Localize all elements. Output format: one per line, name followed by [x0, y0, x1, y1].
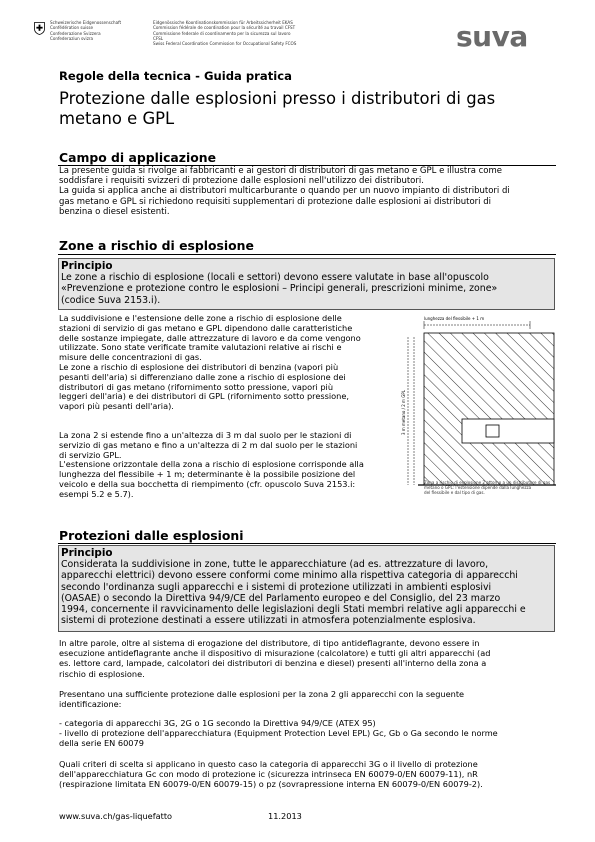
- zone-diagram: [398, 315, 556, 505]
- text-line: - categoria di apparecchi 3G, 2G o 1G secondo la Direttiva 94/9/CE (ATEX 95): [59, 718, 376, 728]
- text-line: L'estensione orizzontale della zona a rischio di esplosione corrisponde alla: [59, 459, 364, 470]
- footer-date: 11.2013: [268, 811, 302, 821]
- text-line: metano e GPL: [59, 109, 175, 128]
- federal-names: [50, 20, 145, 41]
- text-line: distributori di gas metano (rifornimento sotto pressione, vapori più: [59, 381, 334, 392]
- swiss-crest-icon: [34, 22, 45, 35]
- text-line: apparecchi elettrici) devono essere conformi come minimo alla rispettiva categoria di apparecchi: [61, 570, 518, 582]
- text-line: del flessibile e dal tipo di gas.: [424, 490, 485, 495]
- text-line: Confédération suisse: [50, 25, 94, 31]
- protezioni-para-1: [59, 638, 490, 679]
- figure-side-label: 3 m metano / 2 m GPL: [401, 390, 406, 435]
- text-line: Eidgenössische Koordinationskommission für Arbeitssicherheit EKAS: [153, 20, 293, 25]
- text-line: Zona a rischio di esplosione 2 attorno a un distributore di gas: [424, 480, 551, 485]
- text-line: La guida si applica anche ai distributori multicarburante o quando per un nuovo impianto di distributori di: [59, 186, 510, 197]
- footer-url[interactable]: www.suva.ch/gas-liquefatto: [59, 811, 173, 821]
- section-campo-text: [59, 166, 510, 217]
- text-line: stazioni di servizio di gas metano e GPL dipendono dalle caratteristiche: [59, 322, 353, 333]
- text-line: benzina o diesel esistenti.: [59, 206, 170, 217]
- dimension-top: [424, 321, 530, 329]
- text-line: (respirazione limitata EN 60079-0/EN 60079-15) o pz (sovrapressione interna EN 60079-0/EN 60079-2).: [59, 779, 483, 790]
- text-line: gas metano e GPL si richiedono requisiti supplementari di protezione dalle esplosioni ai distributori di: [59, 196, 491, 207]
- text-line: 1994, concernente il ravvicinamento delle legislazioni degli Stati membri relative agli apparecchi e: [61, 604, 526, 616]
- text-line: pesanti dell'aria) si differenziano dalle zone a rischio di esplosione dei: [59, 371, 346, 382]
- text-line: Schweizerische Eidgenossenschaft: [50, 20, 122, 25]
- text-line: rischio di esplosione.: [59, 668, 145, 679]
- text-line: Considerata la suddivisione in zone, tutte le apparecchiature (ad es. attrezzature di lavoro,: [61, 559, 489, 570]
- text-line: esecuzione antideflagrante anche il dispositivo di misurazione (calcolatore) e tutti gli altri apparecchi (ad: [59, 648, 491, 659]
- text-line: metano o GPL: l'estensione dipende dalla lunghezza: [424, 485, 532, 490]
- text-line: Swiss Federal Coordination Commission for Occupational Safety FCOS: [153, 41, 297, 47]
- text-line: «Prevenzione e protezione contro le esplosioni – Principi generali, prescrizioni minime, zone»: [61, 283, 498, 295]
- document-title: [59, 89, 539, 129]
- principio-label: Principio: [61, 260, 113, 272]
- principio-box-protezioni: [58, 545, 555, 632]
- text-line: della serie EN 60079: [59, 738, 144, 749]
- section-heading-campo: Campo di applicazione: [59, 150, 216, 165]
- figure-caption: [424, 480, 556, 495]
- protezioni-para-3: [59, 759, 483, 790]
- principio-text: [61, 559, 554, 627]
- dimension-side: [408, 337, 414, 485]
- text-line: Confederaziun svizra: [50, 35, 94, 41]
- text-line: La zona 2 si estende fino a un'altezza di 3 m dal suolo per le stazioni di: [59, 430, 352, 440]
- text-line: Confederazione Svizzera: [50, 30, 101, 36]
- principio-box-zone: [58, 258, 555, 310]
- text-line: (OASAE) o secondo la Direttiva 94/9/CE del Parlamento europeo e del Consiglio, del 23 marzo: [61, 592, 501, 604]
- text-line: Commission fédérale de coordination pour la sécurité au travail CFST: [153, 25, 296, 31]
- document-subtitle: Regole della tecnica - Guida pratica: [59, 69, 292, 83]
- text-line: di servizio GPL.: [59, 449, 122, 460]
- suva-logo: suva: [456, 20, 528, 53]
- text-line: sistemi di protezione destinati a essere utilizzati in atmosfera potenzialmente esplosiva.: [61, 615, 476, 627]
- commission-names: [153, 20, 301, 46]
- principio-text: [61, 272, 554, 306]
- text-line: esempi 5.2 e 5.7).: [59, 488, 134, 499]
- text-line: soddisfare i requisiti svizzeri di protezione dalle esplosioni nell'utilizzo dei distributori.: [59, 176, 424, 187]
- text-line: La suddivisione e l'estensione delle zone a rischio di esplosione delle: [59, 313, 342, 323]
- section-rule: [58, 543, 556, 544]
- figure-top-label: lunghezza del flessibile + 1 m: [424, 316, 485, 321]
- text-line: Quali criteri di scelta si applicano in questo caso la categoria di apparecchi 3G o il livello di protezione: [59, 759, 478, 769]
- text-line: La presente guida si rivolge ai fabbricanti e ai gestori di distributori di gas metano e GPL e illustra come: [59, 166, 503, 176]
- section-heading-zone: Zone a rischio di esplosione: [59, 238, 254, 253]
- zone-body-2: [59, 431, 364, 500]
- zone-2-area: [424, 333, 554, 485]
- text-line: identificazione:: [59, 699, 122, 710]
- text-line: delle sostanze impiegate, dalle attrezzature di lavoro e da come vengono: [59, 332, 361, 343]
- protezioni-para-2: [59, 689, 464, 709]
- text-line: misure delle concentrazioni di gas.: [59, 352, 202, 363]
- section-heading-protezioni: Protezioni dalle esplosioni: [59, 528, 244, 543]
- text-line: dell'apparecchiatura Gc con modo di protezione ic (sicurezza intrinseca EN 60079-0/EN 60079-11), nR: [59, 769, 478, 780]
- text-line: (codice Suva 2153.i).: [61, 294, 161, 306]
- dispenser-island: [462, 419, 554, 443]
- text-line: Protezione dalle esplosioni presso i distributori di gas: [59, 89, 496, 108]
- text-line: vapori più pesanti dell'aria).: [59, 401, 174, 412]
- text-line: Commissione federale di coordinamento per la sicurezza sul lavoro CFSL: [153, 30, 291, 41]
- text-line: Presentano una sufficiente protezione dalle esplosioni per la zona 2 gli apparecchi con la seguente: [59, 689, 465, 699]
- text-line: - livello di protezione dell'apparecchiatura (Equipment Protection Level EPL) Gc, Gb o Ga secondo le norme: [59, 728, 498, 739]
- text-line: Le zone a rischio di esplosione (locali e settori) devono essere valutate in base all'opuscolo: [61, 272, 489, 283]
- text-line: utilizzate. Sono state verificate tramite valutazioni relative ai rischi e: [59, 342, 342, 353]
- principio-label: Principio: [61, 547, 113, 559]
- text-line: lunghezza del flessibile + 1 m; determinante è la possibile posizione del: [59, 469, 356, 480]
- text-line: secondo l'ordinanza sugli apparecchi e i sistemi di protezione utilizzati in ambienti esplosivi: [61, 581, 492, 593]
- dispenser: [486, 425, 499, 437]
- text-line: veicolo e della sua bocchetta di riempimento (cfr. opuscolo Suva 2153.i:: [59, 478, 356, 489]
- text-line: Le zone a rischio di esplosione dei distributori di benzina (vapori più: [59, 361, 339, 372]
- protezioni-list: [59, 718, 498, 749]
- section-rule: [58, 254, 556, 255]
- text-line: es. lettore card, lampade, calcolatori dei distributori di benzina e diesel) presenti all'interno della zona a: [59, 658, 487, 669]
- text-line: servizio di gas metano e fino a un'altezza di 2 m dal suolo per le stazioni: [59, 439, 358, 450]
- text-line: In altre parole, oltre al sistema di erogazione del distributore, di tipo antideflagrante, devono essere in: [59, 638, 480, 648]
- zone-body-1: [59, 314, 361, 412]
- text-line: leggeri dell'aria) e dei distributori di GPL (rifornimento sotto pressione,: [59, 391, 350, 402]
